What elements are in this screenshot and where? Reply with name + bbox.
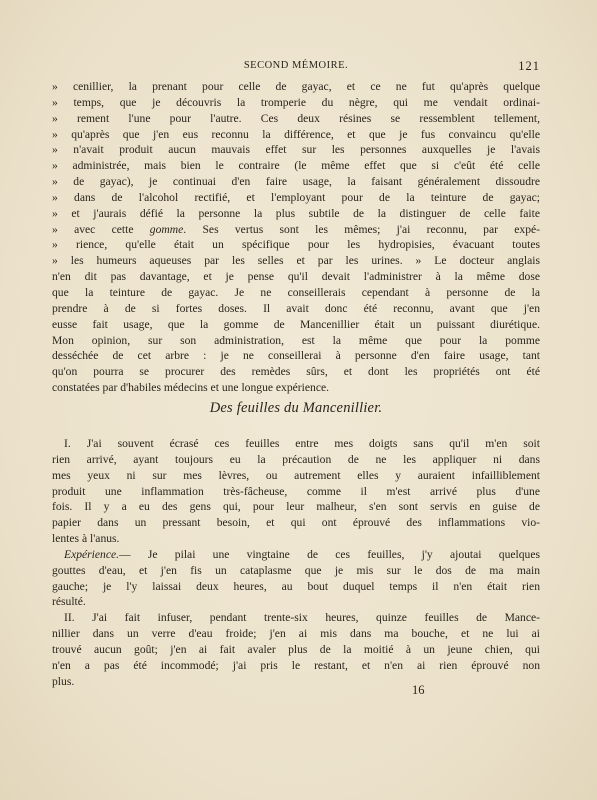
text-line: desséchée de cet arbre : je ne conseillerai à personne d'en faire usage, tant [52, 349, 540, 363]
text-line: n'en dit pas davantage, et je pense qu'il devait l'administrer à la même dose [52, 270, 540, 284]
text-line: » rement l'une pour l'autre. Ces deux résines se ressemblent tellement, [52, 111, 540, 125]
text-line: gouttes d'eau, et j'en fis un cataplasme que je mis sur le dos de ma main [52, 563, 540, 577]
text-line: » de gayac), je continuai d'en faire usage, la faisant généralement dissoudre [52, 175, 540, 189]
running-header [52, 60, 540, 76]
text-line: prendre à de si fortes doses. Il avait donc été reconnu, avant que j'en [52, 301, 540, 315]
text-line: » qu'après que j'en eus reconnu la différence, et que je fus convaincu qu'elle [52, 127, 540, 141]
line-end: . Ses vertus sont les mêmes; j'ai reconnu, par expé- [183, 222, 540, 236]
text-line: » les humeurs aqueuses par les selles et par les urines. » Le docteur anglais [52, 254, 540, 268]
running-title: SECOND MÉMOIRE. [243, 60, 349, 71]
text-line: qu'on pourra se procurer des remèdes sûrs, et dont les propriétés ont été [52, 365, 540, 379]
line-start: » avec cette [52, 222, 150, 236]
italic-term-gomme: gomme [149, 222, 184, 236]
body-text-bottom [52, 436, 540, 690]
paragraph-experience [52, 547, 540, 563]
text-line: constatées par d'habiles médecins et une longue expérience. [52, 381, 330, 395]
signature-number: 16 [412, 683, 425, 697]
text-line: n'en a pas été incommodé; j'ai pris le restant, et n'en ai rien éprouvé non [52, 658, 540, 672]
text-line: que la teinture de gayac. Je ne conseillerais cependant à personne de la [52, 285, 540, 299]
text-line: produit une inflammation très-fâcheuse, comme il m'est arrivé plus d'une [52, 484, 540, 498]
text-line: » rience, qu'elle était un spécifique pour les hydropisies, évacuant toutes [52, 238, 540, 252]
text-line: résulté. [52, 595, 86, 609]
text-line: » temps, que je découvris la tromperie du nègre, qui me vendait ordinai- [52, 95, 540, 109]
text-line: papier dans un pressant besoin, et qui ont éprouvé des inflammations vio- [52, 516, 540, 530]
paragraph-start: II. J'ai fait infuser, pendant trente-six heures, quinze feuilles de Mance- [64, 611, 540, 625]
text-line: » dans de l'alcohol rectifié, et l'employant pour de la teinture de gayac; [52, 190, 540, 204]
line-end: — Je pilai une vingtaine de ces feuilles, j'y ajoutai quelques [119, 547, 540, 561]
text-line: trouvé aucun goût; j'en ai fait avaler plus de la moitié à un jeune chien, qui [52, 642, 540, 656]
body-text-top [52, 79, 540, 396]
text-line: mes yeux ni sur mes lèvres, ou autrement elles y auraient infailliblement [52, 468, 540, 482]
paragraph-start: I. J'ai souvent écrasé ces feuilles entre mes doigts sans qu'il m'en soit [64, 437, 540, 450]
text-line-gomme [52, 222, 540, 238]
text-line: » n'avait produit aucun mauvais effet sur les personnes auxquelles je l'avais [52, 143, 540, 157]
section-title: Des feuilles du Mancenillier. [209, 400, 383, 416]
text-line: fois. Il y a eu des gens qui, pour leur malheur, s'en sont servis en guise de [52, 500, 540, 514]
text-line: nillier dans un verre d'eau froide; j'en ai mis dans ma bouche, et ne lui ai [52, 627, 540, 641]
text-line: eusse fait usage, que la gomme de Mancenillier était un puissant diurétique. [52, 317, 540, 331]
text-line: » cenillier, la prenant pour celle de gayac, et ce ne fut qu'après quelque [52, 80, 540, 93]
text-line: Mon opinion, sur son administration, est la même que pour la pomme [52, 333, 540, 347]
page-number: 121 [518, 59, 540, 73]
text-line: » administrée, mais bien le contraire (le même effet que si c'eût été celle [52, 159, 540, 173]
text-line: lentes à l'anus. [52, 532, 120, 546]
text-line: rien arrivé, ayant toujours eu la précaution de ne les appliquer ni dans [52, 452, 540, 466]
italic-term-experience: Expérience. [64, 547, 120, 561]
text-line: plus. [52, 674, 75, 688]
text-line: gauche; je l'y laissai deux heures, au bout duquel temps il n'en était rien [52, 579, 540, 593]
text-line: » et j'aurais défié la personne la plus subtile de la distinguer de celle faite [52, 206, 540, 220]
